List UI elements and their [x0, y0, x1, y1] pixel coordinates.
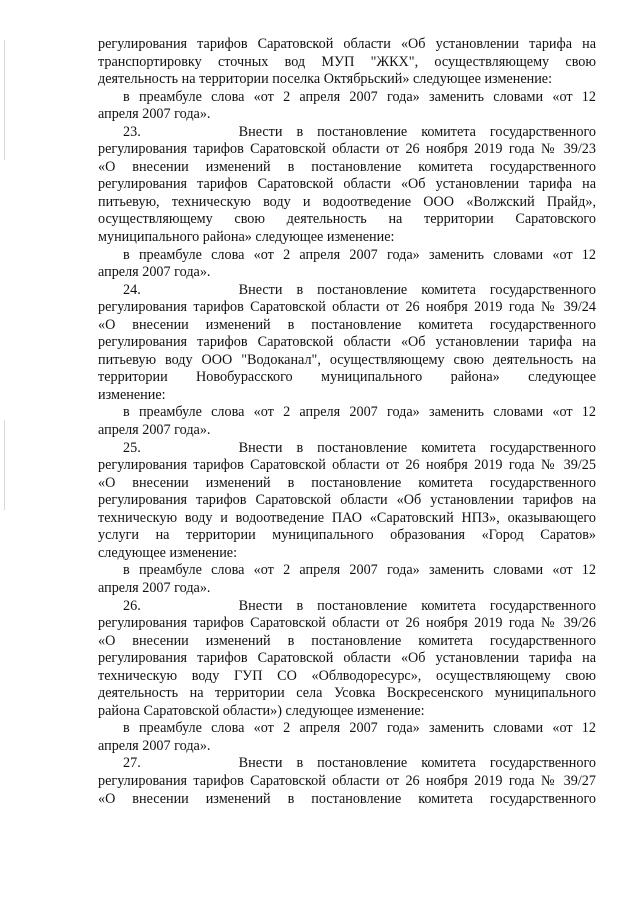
document-line: регулирования тарифов Саратовской области от 26 ноября 2019 года № 39/24	[98, 299, 596, 316]
document-line: осуществляющему свою деятельность на территории Саратовского	[98, 211, 596, 228]
document-line: регулирования тарифов Саратовской области «Об установлении тарифа на	[98, 334, 596, 351]
document-line: деятельность на территории поселка Октябрьский» следующее изменение:	[98, 71, 553, 88]
document-line: следующее изменение:	[98, 544, 238, 561]
document-line: деятельность на территории села Усовка Воскресенского муниципального	[98, 685, 596, 702]
document-line: в преамбуле слова «от 2 апреля 2007 года» заменить словами «от 12	[123, 562, 596, 579]
document-line: муниципального района» следующее изменение:	[98, 229, 395, 246]
document-line: «О внесении изменений в постановление комитета государственного	[98, 632, 596, 649]
document-line: 23. Внести в постановление комитета государственного	[123, 123, 596, 140]
document-line: в преамбуле слова «от 2 апреля 2007 года» заменить словами «от 12	[123, 404, 596, 421]
document-line: 24. Внести в постановление комитета государственного	[123, 281, 596, 298]
document-line: «О внесении изменений в постановление комитета государственного	[98, 790, 596, 807]
document-line: регулирования тарифов Саратовской области «Об установлении тарифа на	[98, 36, 596, 52]
document-page	[98, 36, 596, 808]
document-line: 27. Внести в постановление комитета государственного	[123, 755, 596, 772]
document-line: регулирования тарифов Саратовской области от 26 ноября 2019 года № 39/27	[98, 772, 596, 789]
document-line: транспортировку сточных вод МУП "ЖКХ", осуществляющему свою	[98, 53, 596, 70]
document-line: изменение:	[98, 386, 166, 403]
document-line: в преамбуле слова «от 2 апреля 2007 года» заменить словами «от 12	[123, 88, 596, 105]
document-line: в преамбуле слова «от 2 апреля 2007 года» заменить словами «от 12	[123, 246, 596, 263]
document-line: регулирования тарифов Саратовской области от 26 ноября 2019 года № 39/26	[98, 615, 596, 632]
document-line: в преамбуле слова «от 2 апреля 2007 года» заменить словами «от 12	[123, 720, 596, 737]
document-line: апреля 2007 года».	[98, 579, 211, 596]
document-line: апреля 2007 года».	[98, 422, 211, 439]
document-line: питьевую воду ООО "Водоканал", осуществляющему свою деятельность на	[98, 351, 596, 368]
document-line: регулирования тарифов Саратовской области от 26 ноября 2019 года № 39/23	[98, 141, 596, 158]
document-line: питьевую, техническую воду и водоотведение ООО «Волжский Прайд»,	[98, 193, 596, 210]
document-line: регулирования тарифов Саратовской области «Об установлении тарифа на	[98, 176, 596, 193]
document-line: апреля 2007 года».	[98, 106, 211, 123]
document-line: апреля 2007 года».	[98, 264, 211, 281]
scan-edge-mark	[4, 40, 5, 160]
document-line: «О внесении изменений в постановление комитета государственного	[98, 316, 596, 333]
document-line: техническую воду и водоотведение ПАО «Саратовский НПЗ», оказывающего	[98, 509, 596, 526]
document-line: «О внесении изменений в постановление комитета государственного	[98, 474, 596, 491]
document-line: регулирования тарифов Саратовской области «Об установлении тарифов на	[98, 492, 596, 509]
document-line: регулирования тарифов Саратовской области «Об установлении тарифа на	[98, 650, 596, 667]
document-line: территории Новобурасского муниципального района» следующее	[98, 369, 596, 386]
document-line: района Саратовской области») следующее изменение:	[98, 702, 425, 719]
document-line: 26. Внести в постановление комитета государственного	[123, 597, 596, 614]
document-line: техническую воду ГУП СО «Облводоресурс», осуществляющему свою	[98, 667, 596, 684]
document-line: услуги на территории муниципального образования «Город Саратов»	[98, 527, 596, 544]
document-line: «О внесении изменений в постановление комитета государственного	[98, 158, 596, 175]
document-line: регулирования тарифов Саратовской области от 26 ноября 2019 года № 39/25	[98, 457, 596, 474]
document-line: 25. Внести в постановление комитета государственного	[123, 439, 596, 456]
document-line: апреля 2007 года».	[98, 737, 211, 754]
scan-edge-mark	[4, 420, 5, 510]
